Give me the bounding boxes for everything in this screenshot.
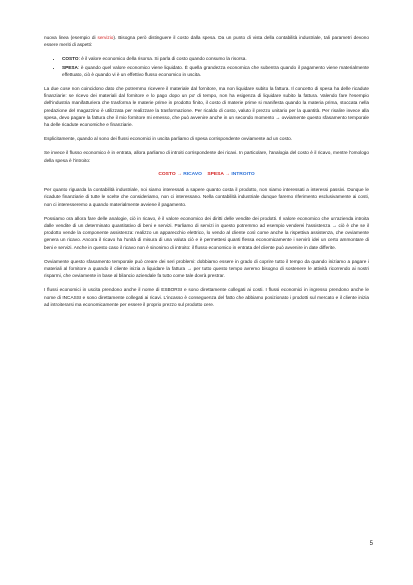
list-item: • COSTO: è il valore economico della risorsa. Si parla di costo quando consumo la risorsa. (62, 55, 369, 62)
paragraph-intro: nuova linea (esempio di servizio). Bisogna però distinguere il costo dalla spesa. Da un punto di vista della contabilità industriale, tali parametri devono essere meriti di aspetti: (44, 35, 369, 48)
list-item: • SPESA: è quando quel valore economico viene liquidato. È quella grandezza economica che subentra quando il pagamento viene materialmente effettuato, ciò è quando vi è un effettivo flusso economico in uscita. (62, 64, 369, 78)
page-number: 5 (369, 541, 373, 547)
paragraph-inflow: Se invece il flusso economico è in entrata, allora parliamo di introiti corrispondente dei ricavi. In particolare, l'analogia del costo è il ricavo, mentre l'omologo della spesa è l'introito: (44, 150, 369, 163)
paragraph-industrial-accounting: Per quanto riguarda la contabilità industriale, noi siamo interessati a sapere quanto costa il prodotto, non siamo interessati a interessi passivi. Dunque le ricadute finanziarie di tutte le scelte che consideriamo, non ci interessano. Nella contabilità industriale dunque faremo riferimento esclusivamente ai costi, non ci interesseremo a quando materialmente avviene il pagamento. (44, 187, 369, 207)
paragraph-revenue: Possiamo ora allora fare delle analogie, ciò in ricavo, è il valore economico dei diritti delle vendite dei prodotti. Il valore economico che un'azienda introita dalle vendite di un determinato quantitativo di beni e servizi. Parliamo di servizi in questo potremmo ad esempio venderei l'assistenza → ciò è che se il prodotto vende la componente assistenza: realizzo un apparecchio elettrico, lo vendo al cliente così come anche la rispettiva assistenza, che ovviamente genera un ricavo. Ancora il ricavo ha l'unità di misura di una valuta ciò e è permettesi quanti flessa economicamente i servirò idei un certo ammontare di beni e servizi. Anche in questo caso il ricavo non è sinonimo di introito: il flusso economico in entrata del cliente può avvenire in date differite. (44, 215, 369, 250)
arrow-icon: → (177, 171, 182, 177)
analogy-formula: COSTO → RICAVO SPESA → INTROITO (158, 171, 255, 177)
paragraph-cash-flows: I flussi economici in uscita prendono anche il nome di ESBORSI e sono direttamente collegati ai costi. I flussi economici in ingresso prendono anche le nome di INCASSI e sono direttamente collegati ai ricavi. L'incasso è conseguenza del fatto che abbiamo posizionato i prodotti sul mercato e il cliente inizia ad introiterarsi ma economicamente per essere il proprio prezzo sul prodotto cere. (44, 287, 369, 307)
paragraph-outflow: Esplicitamente, quando al sono dei flussi economici in uscita parliamo di spesa corrispondente ovviamente ad un costo. (44, 136, 293, 142)
highlighted-word: servizio (97, 35, 114, 40)
paragraph-time-lag: Ovviamente questo sfasamento temporale può creare dei seri problemi: dobbiamo essere in grado di coprire tutto il tempo da quando iniziamo a pagare i materiali al fornitore a quando il cliente inizia a liquidare la fattura → per tutto questo tempo avremo bisogno di sostenere le attività ricorrendo ai nostri risparmi, che ovviamente in base al bilancio aziendale fa tutto come tale dovrà prestrar. (44, 258, 369, 279)
paragraph-cost-vs-spend: La due cose non coincidono dato che potremmo ricevere il materiale dal fornitore, ma non liquidare subito la fattura. Il concetto di spesa ha delle ricadute finanziarie: se ricevo dei materiali dal fornitore e lo pago dopo un po' di tempo, non ha esigenza di liquidare subito la fattura. Valendo fare l'esempio dell'industria manifatturiera che trasforma le materie prime in prodotto finito, il costo di materie prime si manifesta quando la materia prima, stoccata nella predazione del magazzino è utilizzata per realizzare la trasformazione. Per ricaldo di costo, valuto il prezzo unitario per la quantità. Per risalire invece alla spesa, devo pagare la fattura che il mio fornitore mi emesso, che può avvenire anche in un secondo momento → ovviamente questo sfasamento temporale ha delle ricadute economiche e finanziarie. (44, 86, 369, 128)
definition-list (44, 55, 369, 78)
arrow-icon: → (225, 171, 231, 177)
